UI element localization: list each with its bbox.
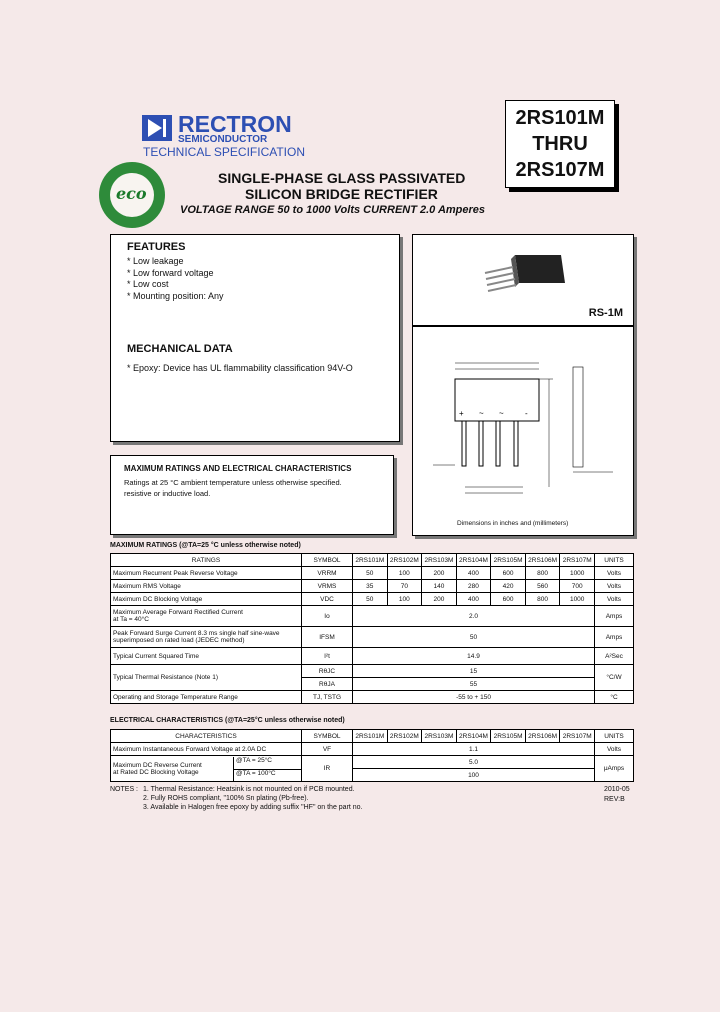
row-value: 5.0 (353, 756, 595, 769)
header-cell: 2RS107M (560, 554, 595, 567)
title-line-3: VOLTAGE RANGE 50 to 1000 Volts CURRENT 2.0 Amperes (180, 204, 486, 216)
table-header-row (111, 730, 634, 743)
doc-date: 2010-05 (604, 786, 630, 793)
row-value: 50 (353, 567, 388, 580)
row-unit: Volts (595, 593, 634, 606)
row-unit: Amps (595, 627, 634, 648)
feature-item: * Mounting position: Any (127, 290, 224, 301)
row-value: 2.0 (353, 606, 595, 627)
svg-text:+: + (459, 409, 464, 418)
ratings-note-heading: MAXIMUM RATINGS AND ELECTRICAL CHARACTERISTICS (124, 464, 352, 473)
row-unit: °C/W (595, 665, 634, 691)
row-value: 70 (387, 580, 422, 593)
svg-text:-: - (525, 409, 528, 418)
row-name (111, 627, 302, 648)
row-value: 560 (525, 580, 560, 593)
table-row (111, 756, 634, 769)
row-value: 14.9 (353, 648, 595, 665)
row-symbol: RθJC (302, 665, 353, 678)
row-value: -55 to + 150 (353, 691, 595, 704)
row-value: 15 (353, 665, 595, 678)
row-unit: Volts (595, 743, 634, 756)
dimension-drawing-panel (412, 326, 634, 536)
row-unit: Volts (595, 580, 634, 593)
max-ratings-caption: MAXIMUM RATINGS (@TA=25 °C unless otherwise noted) (110, 542, 301, 549)
row-value: 600 (491, 567, 526, 580)
tech-spec-label: TECHNICAL SPECIFICATION (143, 145, 306, 159)
row-value: 1000 (560, 593, 595, 606)
header-cell: 2RS105M (491, 730, 526, 743)
ir-cond-2: @TA = 100°C (236, 769, 276, 777)
doc-revision: REV:B (604, 796, 625, 803)
row-value: 1.1 (353, 743, 595, 756)
table-row (111, 691, 634, 704)
row-value: 140 (422, 580, 457, 593)
part-number-box (505, 100, 615, 188)
ifsm-name-2: superimposed on rated load (JEDEC method) (113, 637, 245, 644)
package-photo (473, 247, 583, 307)
eco-label: eco (116, 184, 147, 203)
header-cell: 2RS101M (353, 730, 388, 743)
mechanical-item: * Epoxy: Device has UL flammability classification 94V-O (127, 363, 353, 373)
row-unit: Volts (595, 567, 634, 580)
row-name: Typical Thermal Resistance (Note 1) (111, 665, 302, 691)
header-cell: 2RS103M (422, 730, 457, 743)
svg-text:~: ~ (499, 409, 504, 418)
header-cell: RATINGS (111, 554, 302, 567)
row-name: Maximum Instantaneous Forward Voltage at 2.0A DC (111, 743, 302, 756)
row-unit: A²Sec (595, 648, 634, 665)
row-unit: °C (595, 691, 634, 704)
row-value: 100 (387, 593, 422, 606)
dimension-drawing (413, 327, 635, 537)
mechanical-heading: MECHANICAL DATA (127, 343, 233, 355)
ifsm-name-1: Peak Forward Surge Current 8.3 ms single half sine-wave (113, 630, 280, 637)
header-cell: 2RS105M (491, 554, 526, 567)
package-label: RS-1M (588, 307, 623, 319)
notes-label: NOTES : (110, 786, 139, 793)
row-value: 400 (456, 567, 491, 580)
header-cell: SYMBOL (302, 730, 353, 743)
header-cell: UNITS (595, 730, 634, 743)
dimension-note: Dimensions in inches and (millimeters) (457, 520, 569, 527)
part-line-3: 2RS107M (515, 159, 605, 181)
title-line-1: SINGLE-PHASE GLASS PASSIVATED (218, 170, 466, 186)
row-unit: μAmps (595, 756, 634, 782)
features-list (127, 256, 224, 302)
electrical-caption: ELECTRICAL CHARACTERISTICS (@TA=25°C unless otherwise noted) (110, 717, 345, 724)
ratings-note-panel (110, 455, 394, 535)
header-cell: UNITS (595, 554, 634, 567)
row-value: 600 (491, 593, 526, 606)
ratings-note-line-2: resistive or inductive load. (124, 489, 211, 498)
note-1: 1. Thermal Resistance: Heatsink is not mounted on if PCB mounted. (143, 786, 355, 793)
ir-name-2: at Rated DC Blocking Voltage (113, 768, 199, 776)
table-row (111, 627, 634, 648)
row-value: 800 (525, 567, 560, 580)
row-value: 200 (422, 567, 457, 580)
table-row (111, 567, 634, 580)
feature-item: * Low forward voltage (127, 267, 214, 278)
row-symbol: RθJA (302, 678, 353, 691)
brand-name: RECTRON (178, 111, 292, 137)
header-cell: 2RS103M (422, 554, 457, 567)
table-row (111, 743, 634, 756)
row-symbol: TJ, TSTG (302, 691, 353, 704)
row-symbol: VRMS (302, 580, 353, 593)
row-symbol: VRRM (302, 567, 353, 580)
note-2: 2. Fully ROHS compliant, "100% Sn plating (Pb-free). (143, 795, 309, 802)
ir-name-1: Maximum DC Reverse Current (113, 761, 202, 769)
package-image-panel (412, 234, 634, 326)
row-symbol: VDC (302, 593, 353, 606)
svg-text:~: ~ (479, 409, 484, 418)
header-cell: 2RS104M (456, 730, 491, 743)
header-cell: CHARACTERISTICS (111, 730, 302, 743)
header-cell: 2RS106M (525, 730, 560, 743)
table-row (111, 665, 634, 678)
row-value: 400 (456, 593, 491, 606)
row-value: 1000 (560, 567, 595, 580)
ratings-note-line-1: Ratings at 25 °C ambient temperature unless otherwise specified. (124, 478, 342, 487)
row-name (111, 606, 302, 627)
max-ratings-table (110, 553, 634, 704)
row-value: 55 (353, 678, 595, 691)
table-row (111, 606, 634, 627)
row-value: 100 (387, 567, 422, 580)
header-cell: 2RS107M (560, 730, 595, 743)
io-name-1: Maximum Average Forward Rectified Current (113, 609, 243, 616)
row-name (111, 756, 302, 782)
part-line-1: 2RS101M (515, 107, 605, 129)
header-cell: SYMBOL (302, 554, 353, 567)
title-line-2: SILICON BRIDGE RECTIFIER (245, 186, 438, 202)
row-value: 800 (525, 593, 560, 606)
row-name: Typical Current Squared Time (111, 648, 302, 665)
row-symbol: VF (302, 743, 353, 756)
row-value: 35 (353, 580, 388, 593)
row-value: 200 (422, 593, 457, 606)
row-value: 100 (353, 769, 595, 782)
io-name-2: at Ta = 40°C (113, 616, 149, 623)
features-heading: FEATURES (127, 241, 186, 253)
header-cell: 2RS102M (387, 730, 422, 743)
header-cell: 2RS106M (525, 554, 560, 567)
row-name: Maximum Recurrent Peak Reverse Voltage (111, 567, 302, 580)
row-value: 700 (560, 580, 595, 593)
table-row (111, 593, 634, 606)
header-cell: 2RS102M (387, 554, 422, 567)
note-3: 3. Available in Halogen free epoxy by adding suffix "HF" on the part no. (143, 804, 363, 811)
rectron-logo-mark (142, 115, 172, 141)
table-header-row (111, 554, 634, 567)
table-row (111, 580, 634, 593)
electrical-table (110, 729, 634, 782)
row-value: 280 (456, 580, 491, 593)
features-panel (110, 234, 400, 442)
row-value: 50 (353, 593, 388, 606)
part-line-2: THRU (532, 133, 588, 155)
row-symbol: Io (302, 606, 353, 627)
header-cell: 2RS104M (456, 554, 491, 567)
table-row (111, 648, 634, 665)
brand-sub: SEMICONDUCTOR (178, 134, 268, 145)
feature-item: * Low cost (127, 279, 169, 289)
header-cell: 2RS101M (353, 554, 388, 567)
row-unit: Amps (595, 606, 634, 627)
row-symbol: I²t (302, 648, 353, 665)
row-value: 50 (353, 627, 595, 648)
feature-item: * Low leakage (127, 256, 184, 266)
row-value: 420 (491, 580, 526, 593)
ir-cond-1: @TA = 25°C (234, 757, 301, 770)
row-name: Operating and Storage Temperature Range (111, 691, 302, 704)
row-symbol: IR (302, 756, 353, 782)
row-symbol: IFSM (302, 627, 353, 648)
row-name: Maximum DC Blocking Voltage (111, 593, 302, 606)
row-name: Maximum RMS Voltage (111, 580, 302, 593)
